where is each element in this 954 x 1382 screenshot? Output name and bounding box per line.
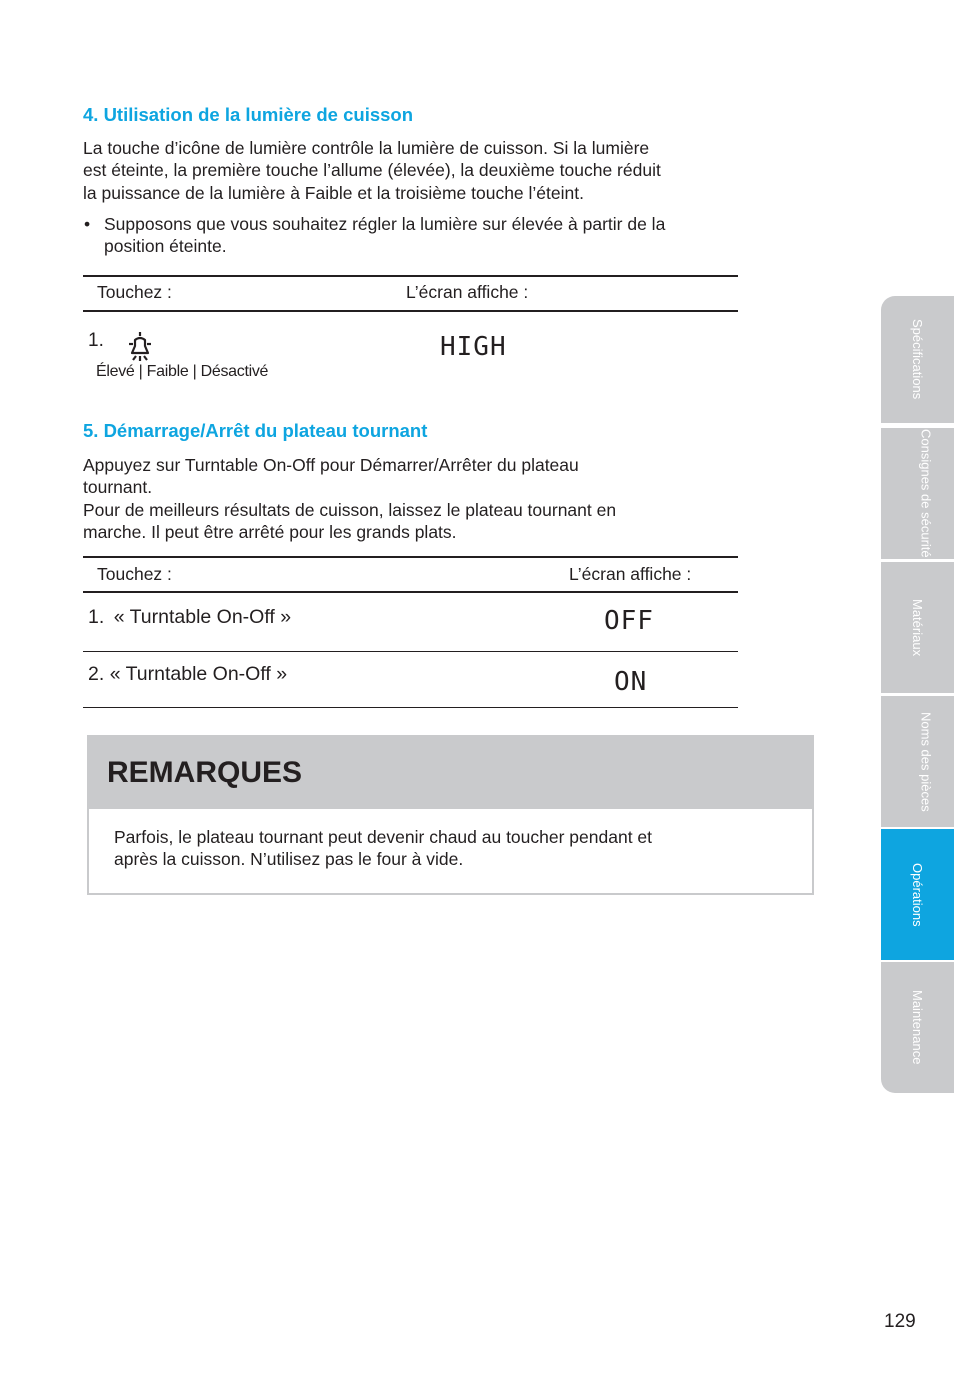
notes-title: REMARQUES bbox=[107, 756, 303, 789]
side-tab-label: Opérations bbox=[910, 862, 925, 927]
side-tab-specifications[interactable] bbox=[881, 296, 954, 423]
row-number: 1. bbox=[88, 330, 104, 351]
notes-box bbox=[87, 735, 814, 895]
section-5-paragraph bbox=[83, 454, 803, 544]
row-number: 2. bbox=[88, 663, 105, 685]
paragraph-line: tournant. bbox=[83, 477, 153, 498]
paragraph-line: marche. Il peut être arrêté pour les grands plats. bbox=[83, 522, 457, 543]
paragraph-line: La touche d’icône de lumière contrôle la lumière de cuisson. Si la lumière bbox=[83, 138, 650, 158]
display-readout: HIGH bbox=[440, 332, 507, 362]
paragraph-line: Appuyez sur Turntable On-Off pour Démarrer/Arrêter du plateau bbox=[83, 455, 579, 475]
side-tab-label: Consignes de sécurité bbox=[918, 429, 934, 558]
paragraph-line: Pour de meilleurs résultats de cuisson, laissez le plateau tournant en bbox=[83, 499, 617, 520]
side-tab-safety[interactable] bbox=[881, 428, 954, 559]
table-header-rule bbox=[83, 310, 738, 312]
section-4-paragraph bbox=[83, 137, 803, 204]
bullet-line: position éteinte. bbox=[104, 236, 227, 257]
notes-header bbox=[89, 737, 812, 809]
table-row bbox=[88, 606, 291, 629]
section-5-heading: 5. Démarrage/Arrêt du plateau tournant bbox=[83, 420, 428, 441]
notes-body bbox=[114, 826, 812, 871]
row-key-label: « Turntable On-Off » bbox=[109, 663, 288, 685]
table-header-rule bbox=[83, 591, 738, 593]
side-tab-parts[interactable] bbox=[881, 696, 954, 827]
side-tab-label: Maintenance bbox=[910, 990, 925, 1065]
light-levels-caption: Élevé | Faible | Désactivé bbox=[96, 363, 269, 380]
bullet-text bbox=[104, 213, 804, 258]
paragraph-line: est éteinte, la première touche l’allume (élevée), la deuxième touche réduit bbox=[83, 160, 661, 181]
side-tab-maintenance[interactable] bbox=[881, 962, 954, 1093]
section-4-heading: 4. Utilisation de la lumière de cuisson bbox=[83, 104, 414, 125]
side-tab-materials[interactable] bbox=[881, 562, 954, 693]
col-header-touch: Touchez : bbox=[97, 564, 172, 584]
page-number: 129 bbox=[884, 1311, 916, 1332]
notes-line: Parfois, le plateau tournant peut devenir chaud au toucher pendant et bbox=[114, 827, 653, 847]
row-divider bbox=[83, 651, 738, 652]
table-row bbox=[88, 663, 287, 686]
side-tab-label: Spécifications bbox=[910, 319, 925, 400]
side-tab-label: Matériaux bbox=[910, 598, 925, 657]
col-header-display: L’écran affiche : bbox=[406, 282, 529, 302]
row-key-label: « Turntable On-Off » bbox=[113, 606, 292, 628]
col-header-touch: Touchez : bbox=[97, 282, 172, 302]
bullet-line: Supposons que vous souhaitez régler la lumière sur élevée à partir de la bbox=[104, 214, 666, 234]
notes-line: après la cuisson. N’utilisez pas le four à vide. bbox=[114, 849, 464, 870]
display-readout: ON bbox=[614, 667, 648, 697]
paragraph-line: la puissance de la lumière à Faible et la troisième touche l’éteint. bbox=[83, 182, 584, 203]
table-top-rule bbox=[83, 275, 738, 277]
bullet-marker: • bbox=[84, 214, 91, 234]
side-tab-operations[interactable] bbox=[881, 829, 954, 960]
table-bottom-rule bbox=[83, 707, 738, 708]
row-number: 1. bbox=[88, 606, 105, 628]
side-tab-label: Noms des pièces bbox=[918, 711, 934, 812]
display-readout: OFF bbox=[604, 606, 654, 636]
col-header-display: L’écran affiche : bbox=[569, 564, 692, 584]
table-top-rule bbox=[83, 556, 738, 558]
